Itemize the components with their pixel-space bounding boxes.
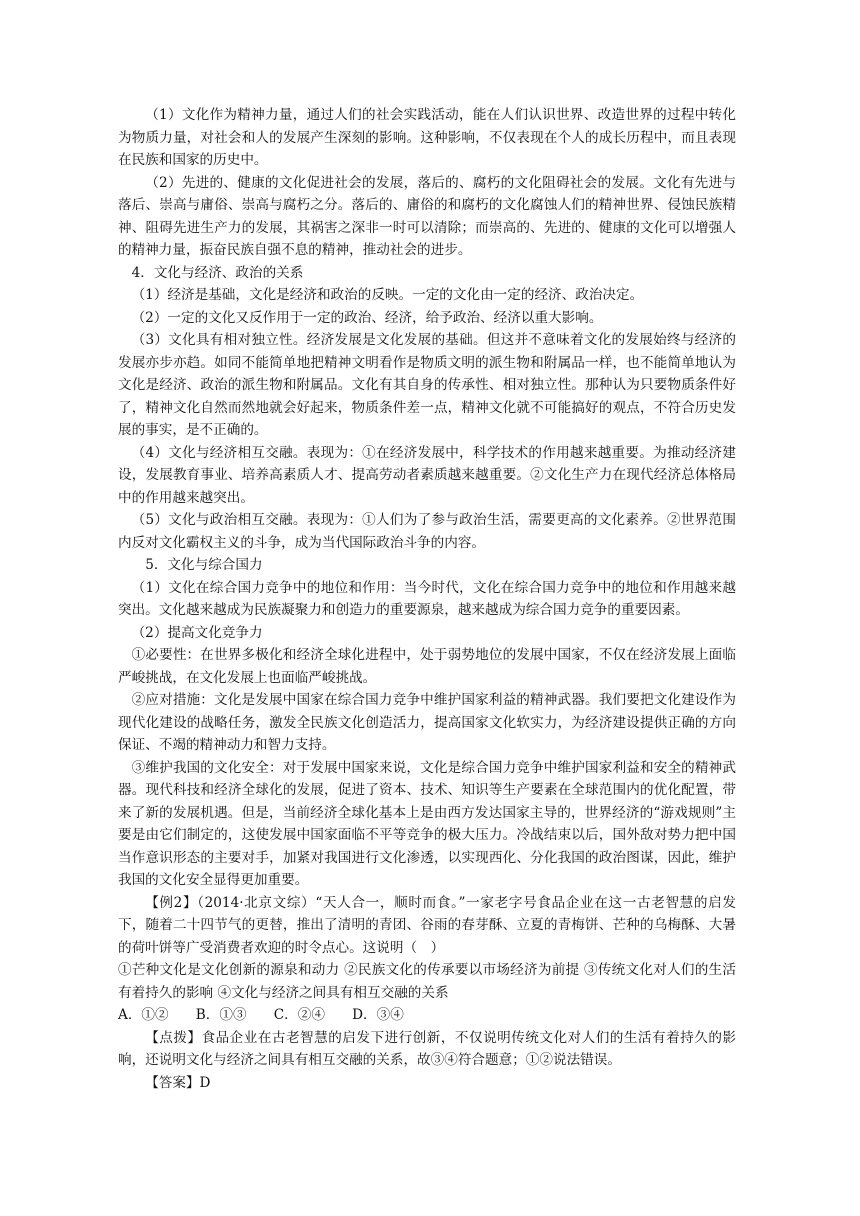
paragraph-5-2-heading: （2）提高文化竞争力 bbox=[131, 624, 263, 641]
paragraph-4-5: （5）文化与政治相互交融。表现为：①人们为了参与政治生活，需要更高的文化素养。②世界范围内反对文化霸权主义的斗争，成为当代国际政治斗争的内容。 bbox=[118, 512, 736, 551]
example-2-options: A．①② B．①③ C．②④ D．③④ bbox=[118, 1007, 404, 1023]
section-heading-5: 5．文化与综合国力 bbox=[145, 557, 263, 573]
example-2-hint: 【点拨】食品企业在古老智慧的启发下进行创新，不仅说明传统文化对人们的生活有着持久的影响，还说明文化与经济之间具有相互交融的关系，故③④符合题意；①②说法错误。 bbox=[118, 1029, 736, 1068]
paragraph-5-1: （1）文化在综合国力竞争中的地位和作用：当今时代，文化在综合国力竞争中的地位和作用越来越突出。文化越来越成为民族凝聚力和创造力的重要源泉，越来越成为综合国力竞争的重要因素。 bbox=[118, 579, 736, 618]
example-2-statements: ①芒种文化是文化创新的源泉和动力 ②民族文化的传承要以市场经济为前提 ③传统文化对人们的生活有着持久的影响 ④文化与经济之间具有相互交融的关系 bbox=[118, 962, 736, 1001]
paragraph-4-3: （3）文化具有相对独立性。经济发展是文化发展的基础。但这并不意味着文化的发展始终与经济的发展亦步亦趋。如同不能简单地把精神文明看作是物质文明的派生物和附属品一样，也不能简单地认为文化是经济、政治的派生物和附属品。文化有其自身的传承性、相对独立性。那种认为只要物质条件好了，精神文化自然而然地就会好起来，物质条件差一点，精神文化就不可能搞好的观点，不符合历史发展的事实，是不正确的。 bbox=[118, 332, 736, 438]
paragraph-measures: ②应对措施：文化是发展中国家在综合国力竞争中维护国家利益的精神武器。我们要把文化建设作为现代化建设的战略任务，激发全民族文化创造活力，提高国家文化软实力，为经济建设提供正确的方向保证、不竭的精神动力和智力支持。 bbox=[118, 692, 736, 753]
paragraph-4-1: （1）经济是基础，文化是经济和政治的反映。一定的文化由一定的经济、政治决定。 bbox=[131, 287, 644, 303]
paragraph-4-4: （4）文化与经济相互交融。表现为：①在经济发展中，科学技术的作用越来越重要。为推动经济建设，发展教育事业、培养高素质人才、提高劳动者素质越来越重要。②文化生产力在现代经济总体格局中的作用越来越突出。 bbox=[118, 444, 736, 506]
section-heading-4: 4．文化与经济、政治的关系 bbox=[131, 264, 304, 281]
document-body bbox=[118, 104, 736, 1094]
example-2-answer: 【答案】D bbox=[145, 1074, 211, 1091]
paragraph-cultural-security: ③维护我国的文化安全：对于发展中国家来说，文化是综合国力竞争中维护国家利益和安全的精神武器。现代科技和经济全球化的发展，促进了资本、技术、知识等生产要素在全球范围内的优化配置，带来了新的发展机遇。但是，当前经济全球化基本上是由西方发达国家主导的，世界经济的“游戏规则”主要是由它们制定的，这使发展中国家面临不平等竞争的极大压力。冷战结束以后，国外敌对势力把中国当作意识形态的主要对手，加紧对我国进行文化渗透，以实现西化、分化我国的政治图谋，因此，维护我国的文化安全显得更加重要。 bbox=[118, 759, 736, 888]
paragraph-4-2: （2）一定的文化又反作用于一定的政治、经济，给予政治、经济以重大影响。 bbox=[131, 309, 603, 326]
paragraph-culture-as-spiritual-force: （1）文化作为精神力量，通过人们的社会实践活动，能在人们认识世界、改造世界的过程中转化为物质力量，对社会和人的发展产生深刻的影响。这种影响，不仅表现在个人的成长历程中，而且表现在民族和国家的历史中。 bbox=[118, 107, 736, 168]
paragraph-advanced-culture: （2）先进的、健康的文化促进社会的发展，落后的、腐朽的文化阻碍社会的发展。文化有先进与落后、崇高与庸俗、崇高与腐朽之分。落后的、庸俗的和腐朽的文化腐蚀人们的精神世界、侵蚀民族精神、阻碍先进生产力的发展，其祸害之深非一时可以清除；而崇高的、先进的、健康的文化可以增强人的精神力量，振奋民族自强不息的精神，推动社会的进步。 bbox=[118, 174, 736, 258]
paragraph-necessity: ①必要性：在世界多极化和经济全球化进程中，处于弱势地位的发展中国家，不仅在经济发展上面临严峻挑战，在文化发展上也面临严峻挑战。 bbox=[118, 647, 736, 686]
example-2-question: 【例2】（2014·北京文综）“天人合一，顺时而食。”一家老字号食品企业在这一古老智慧的启发下，随着二十四节气的更替，推出了清明的青团、谷雨的春芽酥、立夏的青梅饼、芒种的乌梅酥、大暑的荷叶饼等广受消费者欢迎的时令点心。这说明（ ） bbox=[118, 894, 736, 956]
